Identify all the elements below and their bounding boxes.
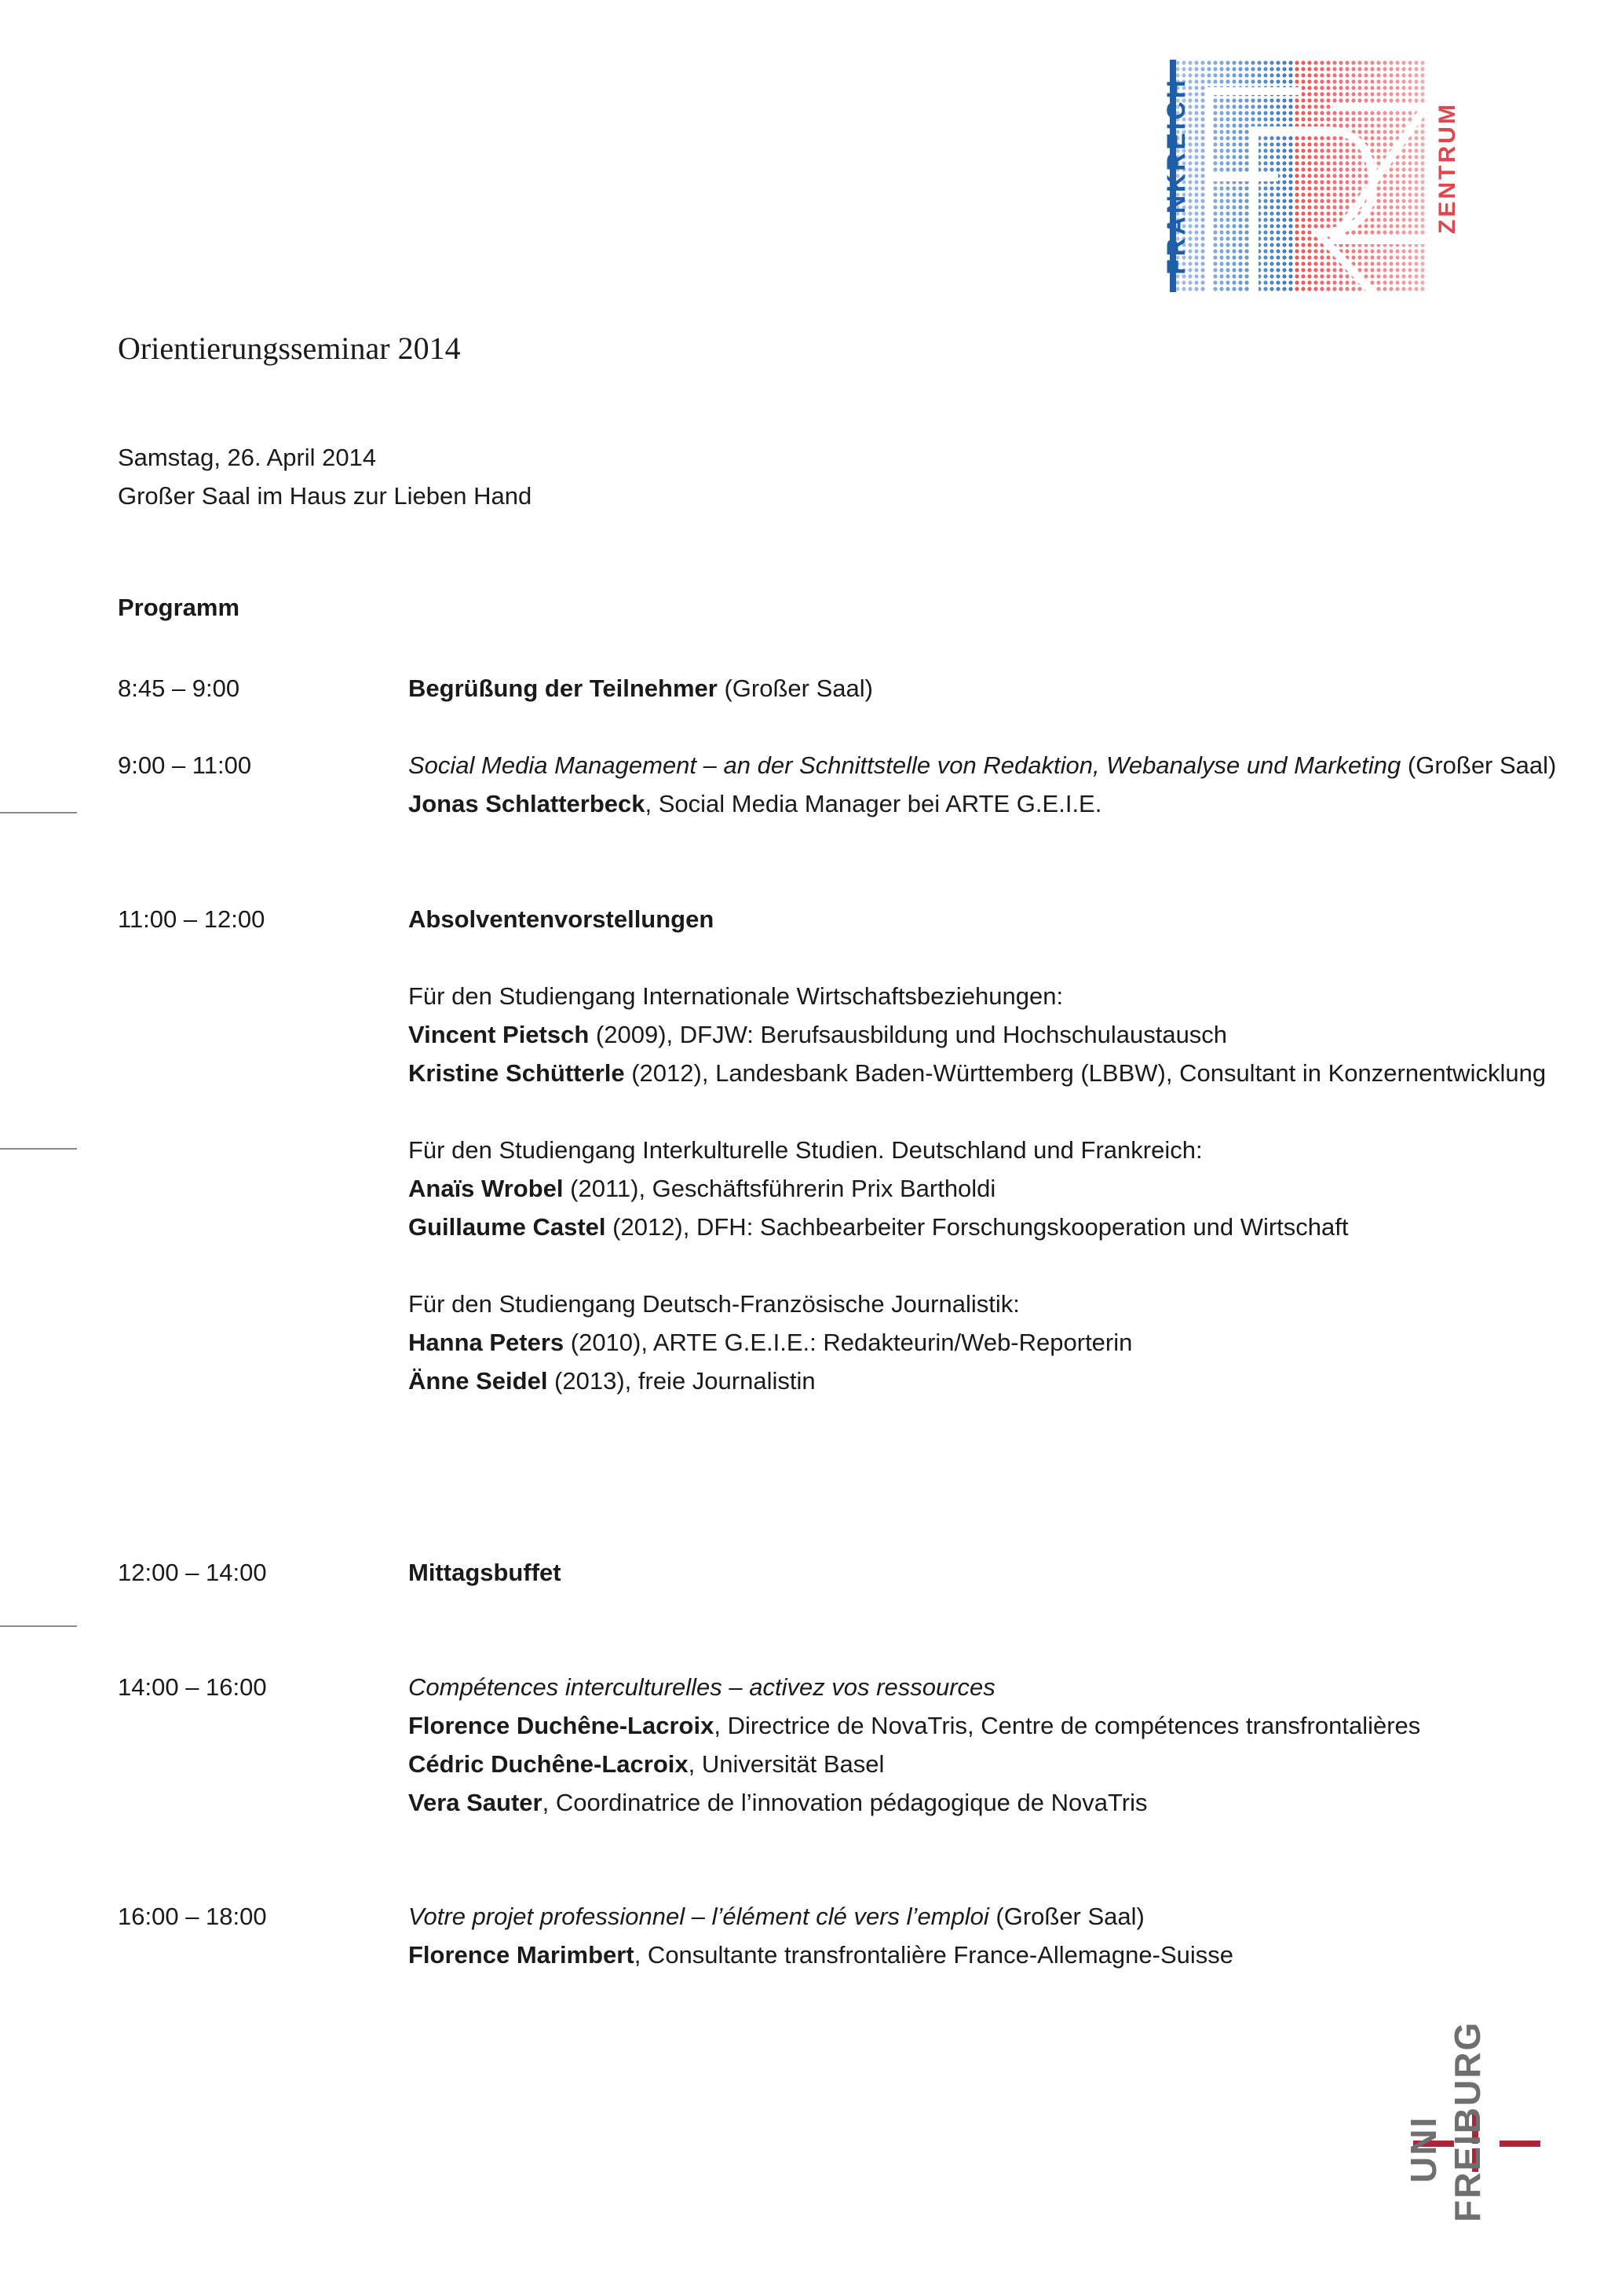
uni-text: UNI (1403, 2115, 1444, 2183)
speaker-name: Florence Duchêne-Lacroix (408, 1712, 714, 1739)
speaker-role: , Directrice de NovaTris, Centre de compétences transfrontalières (714, 1712, 1421, 1739)
schedule-time: 12:00 – 14:00 (118, 1559, 267, 1586)
alumni-name: Änne Seidel (408, 1367, 548, 1395)
alumni-name: Guillaume Castel (408, 1213, 606, 1241)
schedule-content (408, 1897, 1565, 1974)
fold-mark (0, 812, 77, 813)
schedule-time: 16:00 – 18:00 (118, 1903, 267, 1930)
schedule-content (408, 669, 1565, 707)
schedule-time: 14:00 – 16:00 (118, 1673, 267, 1701)
session-title: Absolventenvorstellungen (408, 905, 714, 933)
speaker-role: , Social Media Manager bei ARTE G.E.I.E. (645, 790, 1102, 817)
session-title: Mittagsbuffet (408, 1559, 561, 1586)
schedule-content (408, 1668, 1565, 1822)
session-title: Votre projet professionnel – l’élément clé vers l’emploi (408, 1903, 989, 1930)
programm-heading: Programm (118, 594, 240, 621)
speaker-role: , Universität Basel (688, 1750, 885, 1778)
event-meta (118, 438, 1217, 515)
session-title: Social Media Management – an der Schnittstelle von Redaktion, Webanalyse und Marketing (408, 751, 1401, 779)
alumni-name: Kristine Schütterle (408, 1059, 625, 1087)
alumni-name: Vincent Pietsch (408, 1021, 590, 1048)
schedule-time: 9:00 – 11:00 (118, 751, 252, 779)
session-title: Compétences interculturelles – activez vos ressources (408, 1673, 995, 1701)
alumni-info: (2011), Geschäftsführerin Prix Bartholdi (563, 1175, 996, 1202)
alumni-info: (2009), DFJW: Berufsausbildung und Hochschulaustausch (589, 1021, 1228, 1048)
alumni-name: Hanna Peters (408, 1329, 564, 1356)
alumni-name: Anaïs Wrobel (408, 1175, 564, 1202)
document-title: Orientierungsseminar 2014 (118, 331, 461, 366)
speaker-role: , Consultante transfrontalière France-Allemagne-Suisse (634, 1941, 1234, 1969)
session-title: Begrüßung der Teilnehmer (408, 675, 718, 702)
speaker-role: , Coordinatrice de l’innovation pédagogique de NovaTris (542, 1789, 1148, 1816)
event-date: Samstag, 26. April 2014 (118, 444, 377, 471)
schedule-content (408, 900, 1565, 1400)
schedule-content (408, 746, 1565, 823)
schedule-time: 11:00 – 12:00 (118, 905, 265, 933)
session-location: (Großer Saal) (717, 675, 873, 702)
freiburg-text: FREIBURG (1447, 2020, 1488, 2222)
alumni-info: (2012), DFH: Sachbearbeiter Forschungskooperation und Wirtschaft (605, 1213, 1349, 1241)
event-place: Großer Saal im Haus zur Lieben Hand (118, 482, 532, 510)
schedule-content (408, 1553, 1565, 1592)
group-heading: Für den Studiengang Deutsch-Französische Journalistik: (408, 1290, 1020, 1318)
session-location: (Großer Saal) (1401, 751, 1557, 779)
group-heading: Für den Studiengang Interkulturelle Studien. Deutschland und Frankreich: (408, 1136, 1203, 1164)
alumni-info: (2013), freie Journalistin (547, 1367, 816, 1395)
fold-mark (0, 1148, 77, 1150)
alumni-info: (2012), Landesbank Baden-Württemberg (LBBW), Consultant in Konzernentwicklung (624, 1059, 1547, 1087)
session-location: (Großer Saal) (988, 1903, 1145, 1930)
speaker-name: Vera Sauter (408, 1789, 542, 1816)
schedule-time: 8:45 – 9:00 (118, 675, 240, 702)
frz-word-frankreich: FRANKREICH (1162, 77, 1190, 275)
group-heading: Für den Studiengang Internationale Wirtschaftsbeziehungen: (408, 982, 1064, 1010)
frankreich-zentrum-logo (1137, 60, 1465, 292)
alumni-info: (2010), ARTE G.E.I.E.: Redakteurin/Web-Reporterin (564, 1329, 1133, 1356)
fold-mark (0, 1625, 77, 1627)
speaker-name: Florence Marimbert (408, 1941, 634, 1969)
speaker-name: Cédric Duchêne-Lacroix (408, 1750, 689, 1778)
speaker-name: Jonas Schlatterbeck (408, 790, 645, 817)
frz-word-zentrum: ZENTRUM (1434, 102, 1460, 234)
